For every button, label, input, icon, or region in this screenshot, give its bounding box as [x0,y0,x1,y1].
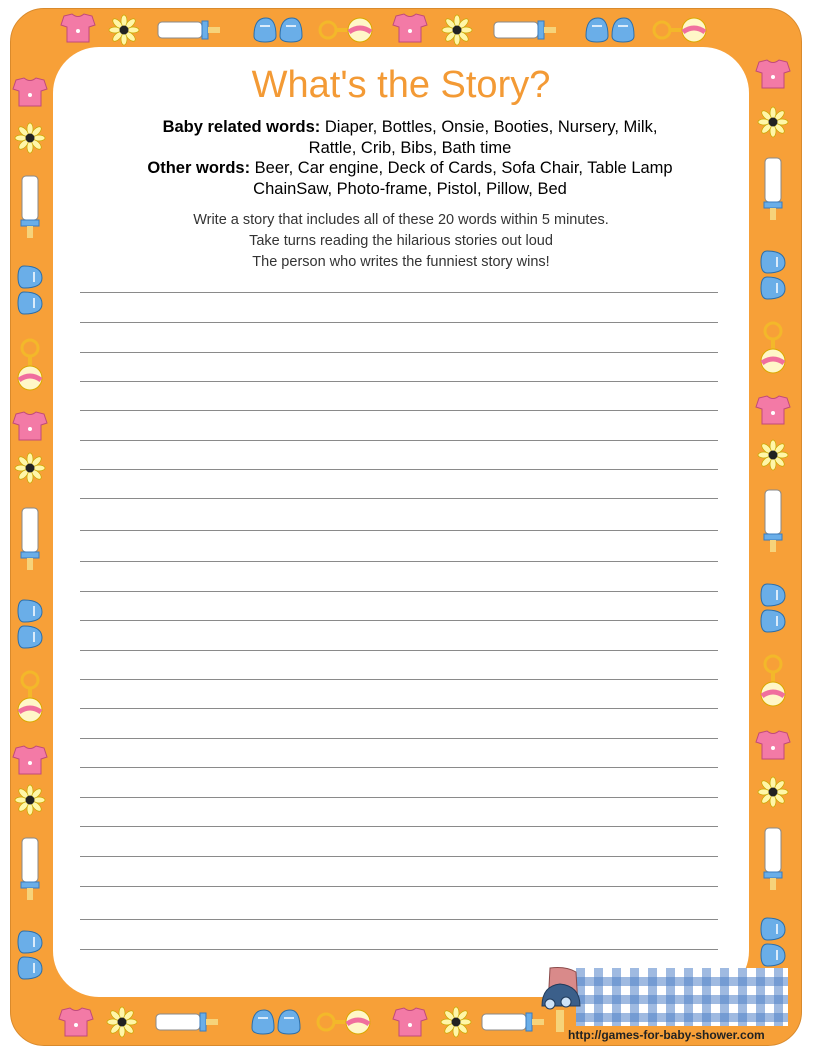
writing-line[interactable] [80,856,718,857]
writing-line[interactable] [80,322,718,323]
writing-line[interactable] [80,381,718,382]
writing-line[interactable] [80,410,718,411]
writing-line[interactable] [80,620,718,621]
writing-line[interactable] [80,440,718,441]
other-words-line2: ChainSaw, Photo-frame, Pistol, Pillow, Bed [253,180,567,198]
instruction-line: Write a story that includes all of these 20 words within 5 minutes. [193,212,609,228]
writing-line[interactable] [80,469,718,470]
writing-line[interactable] [80,292,718,293]
writing-line[interactable] [80,650,718,651]
baby-words-line2: Rattle, Crib, Bibs, Bath time [308,139,512,157]
writing-line[interactable] [80,530,718,531]
other-words [110,158,710,200]
writing-line[interactable] [80,738,718,739]
writing-line[interactable] [80,826,718,827]
baby-words [110,117,710,159]
writing-line[interactable] [80,886,718,887]
instruction-line: Take turns reading the hilarious stories out loud [249,233,553,249]
writing-line[interactable] [80,679,718,680]
writing-line[interactable] [80,708,718,709]
writing-line[interactable] [80,919,718,920]
instruction-line: The person who writes the funniest story wins! [252,254,550,270]
writing-line[interactable] [80,352,718,353]
writing-line[interactable] [80,591,718,592]
footer-url[interactable]: http://games-for-baby-shower.com [568,1028,765,1042]
writing-line[interactable] [80,561,718,562]
writing-line[interactable] [80,797,718,798]
writing-line[interactable] [80,498,718,499]
writing-line[interactable] [80,767,718,768]
baby-words-label: Baby related words: [162,118,321,136]
page-title: What's the Story? [251,64,551,106]
writing-line[interactable] [80,949,718,950]
other-words-line1: Beer, Car engine, Deck of Cards, Sofa Chair, Table Lamp [254,159,673,177]
other-words-label: Other words: [147,159,251,177]
instructions [53,210,749,273]
gingham-blanket-graphic [576,968,788,1026]
baby-words-line1: Diaper, Bottles, Onsie, Booties, Nursery, Milk, [324,118,658,136]
